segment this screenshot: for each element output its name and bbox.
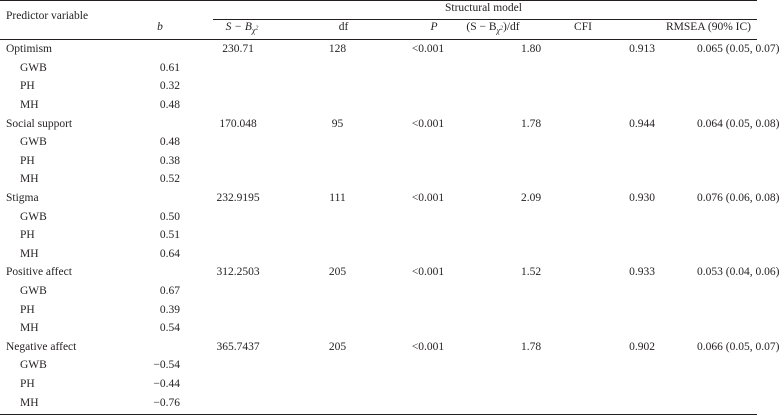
empty-cell xyxy=(294,300,381,319)
outcome-row xyxy=(0,282,757,301)
ratio-value: 1.52 xyxy=(520,266,542,279)
df-value: 205 xyxy=(328,266,347,279)
empty-cell xyxy=(182,375,294,394)
empty-cell xyxy=(587,282,697,301)
empty-cell xyxy=(587,245,697,264)
empty-cell xyxy=(475,96,587,115)
empty-cell xyxy=(182,282,294,301)
empty-cell xyxy=(475,300,587,319)
sb-value: 312.2503 xyxy=(216,266,260,279)
empty-cell xyxy=(587,77,697,96)
outcome-label: GWB xyxy=(20,136,47,149)
rmsea-value: 0.066 (0.05, 0.07) xyxy=(697,340,779,353)
empty-cell xyxy=(475,170,587,189)
empty-cell xyxy=(294,207,381,226)
empty-cell xyxy=(381,96,475,115)
empty-cell xyxy=(381,77,475,96)
empty-cell xyxy=(182,356,294,375)
ratio-value: 1.80 xyxy=(520,43,542,56)
empty-cell xyxy=(697,375,757,394)
group-row xyxy=(0,40,757,59)
predictor-label: Negative affect xyxy=(6,340,77,353)
outcome-label: PH xyxy=(20,154,35,167)
b-value: 0.61 xyxy=(159,61,180,74)
empty-cell xyxy=(381,300,475,319)
cfi-value: 0.902 xyxy=(629,340,655,353)
col-header-cfi: CFI xyxy=(574,21,592,33)
empty-cell xyxy=(475,133,587,152)
b-value: 0.48 xyxy=(159,99,180,112)
b-value: 0.51 xyxy=(159,229,180,242)
sb-value: 230.71 xyxy=(222,43,254,56)
empty-cell xyxy=(587,226,697,245)
df-value: 111 xyxy=(329,192,346,205)
empty-cell xyxy=(697,245,757,264)
p-value: <0.001 xyxy=(411,192,445,205)
structural-model-header: Structural model xyxy=(445,2,522,14)
empty-cell xyxy=(381,152,475,171)
ratio-value: 1.78 xyxy=(520,340,542,353)
outcome-label: MH xyxy=(20,322,39,335)
empty-cell xyxy=(587,133,697,152)
empty-cell xyxy=(697,319,757,338)
empty-cell xyxy=(587,59,697,78)
empty-cell xyxy=(294,375,381,394)
b-value: −0.76 xyxy=(153,396,180,409)
b-value: 0.50 xyxy=(159,210,180,223)
empty-cell xyxy=(182,245,294,264)
b-value: 0.32 xyxy=(159,80,180,93)
outcome-row xyxy=(0,356,757,375)
outcome-label: PH xyxy=(20,377,35,390)
b-cell xyxy=(132,114,182,133)
outcome-label: GWB xyxy=(20,61,47,74)
outcome-row xyxy=(0,59,757,78)
predictor-label: Social support xyxy=(6,117,73,130)
empty-cell xyxy=(587,393,697,412)
cfi-value: 0.913 xyxy=(629,43,655,56)
outcome-label: MH xyxy=(20,173,39,186)
empty-cell xyxy=(182,319,294,338)
top-rule xyxy=(0,0,757,1)
empty-cell xyxy=(697,133,757,152)
empty-cell xyxy=(294,59,381,78)
empty-cell xyxy=(381,170,475,189)
p-value: <0.001 xyxy=(411,43,445,56)
sb-value: 232.9195 xyxy=(216,192,260,205)
outcome-label: PH xyxy=(20,229,35,242)
empty-cell xyxy=(697,282,757,301)
b-value: −0.44 xyxy=(153,377,180,390)
group-row xyxy=(0,189,757,208)
outcome-row xyxy=(0,375,757,394)
empty-cell xyxy=(294,133,381,152)
outcome-row xyxy=(0,226,757,245)
empty-cell xyxy=(475,226,587,245)
outcome-row xyxy=(0,133,757,152)
rmsea-value: 0.053 (0.04, 0.06) xyxy=(697,266,779,279)
predictor-variable-header: Predictor variable xyxy=(6,10,89,22)
empty-cell xyxy=(475,375,587,394)
predictor-label: Stigma xyxy=(6,192,39,205)
empty-cell xyxy=(294,393,381,412)
df-value: 205 xyxy=(328,340,347,353)
outcome-row xyxy=(0,319,757,338)
empty-cell xyxy=(475,393,587,412)
results-table-body xyxy=(0,40,779,412)
p-value: <0.001 xyxy=(411,266,445,279)
sb-value: 170.048 xyxy=(219,117,257,130)
b-cell xyxy=(132,189,182,208)
b-value: 0.38 xyxy=(159,154,180,167)
empty-cell xyxy=(182,59,294,78)
outcome-row xyxy=(0,245,757,264)
outcome-label: MH xyxy=(20,247,39,260)
structural-model-rule xyxy=(213,19,757,20)
empty-cell xyxy=(182,300,294,319)
empty-cell xyxy=(697,356,757,375)
empty-cell xyxy=(697,207,757,226)
empty-cell xyxy=(475,245,587,264)
outcome-row xyxy=(0,393,757,412)
cfi-value: 0.944 xyxy=(629,117,655,130)
group-row xyxy=(0,263,757,282)
rmsea-value: 0.076 (0.06, 0.08) xyxy=(697,192,779,205)
b-cell xyxy=(132,338,182,357)
empty-cell xyxy=(381,282,475,301)
empty-cell xyxy=(697,226,757,245)
empty-cell xyxy=(697,170,757,189)
predictor-label: Positive affect xyxy=(6,266,72,279)
outcome-row xyxy=(0,170,757,189)
b-value: 0.52 xyxy=(159,173,180,186)
empty-cell xyxy=(294,96,381,115)
empty-cell xyxy=(294,245,381,264)
b-value: 0.48 xyxy=(159,136,180,149)
empty-cell xyxy=(294,282,381,301)
group-row xyxy=(0,114,757,133)
empty-cell xyxy=(587,356,697,375)
rmsea-value: 0.065 (0.05, 0.07) xyxy=(697,43,779,56)
empty-cell xyxy=(587,170,697,189)
empty-cell xyxy=(294,319,381,338)
empty-cell xyxy=(587,375,697,394)
b-value: 0.67 xyxy=(159,285,180,298)
outcome-label: GWB xyxy=(20,285,47,298)
ratio-value: 2.09 xyxy=(520,192,542,205)
cfi-value: 0.930 xyxy=(629,192,655,205)
outcome-row xyxy=(0,96,757,115)
empty-cell xyxy=(381,393,475,412)
outcome-label: GWB xyxy=(20,359,47,372)
empty-cell xyxy=(294,152,381,171)
cfi-value: 0.933 xyxy=(629,266,655,279)
outcome-label: PH xyxy=(20,303,35,316)
empty-cell xyxy=(182,77,294,96)
empty-cell xyxy=(182,170,294,189)
outcome-row xyxy=(0,300,757,319)
empty-cell xyxy=(697,96,757,115)
empty-cell xyxy=(697,393,757,412)
empty-cell xyxy=(182,393,294,412)
outcome-row xyxy=(0,77,757,96)
empty-cell xyxy=(475,207,587,226)
b-cell xyxy=(132,40,182,59)
outcome-row xyxy=(0,152,757,171)
empty-cell xyxy=(182,152,294,171)
outcome-label: GWB xyxy=(20,210,47,223)
empty-cell xyxy=(587,152,697,171)
b-value: 0.39 xyxy=(159,303,180,316)
empty-cell xyxy=(475,282,587,301)
empty-cell xyxy=(381,207,475,226)
empty-cell xyxy=(294,356,381,375)
empty-cell xyxy=(475,319,587,338)
col-header-rmsea: RMSEA (90% IC) xyxy=(666,21,751,33)
df-value: 128 xyxy=(328,43,347,56)
empty-cell xyxy=(587,96,697,115)
b-value: −0.54 xyxy=(153,359,180,372)
col-header-ratio: $(S - B_{\chi^2})/df$ xyxy=(466,21,520,35)
empty-cell xyxy=(697,77,757,96)
empty-cell xyxy=(381,133,475,152)
col-header-b: b xyxy=(157,21,163,33)
b-value: 0.54 xyxy=(159,322,180,335)
empty-cell xyxy=(475,152,587,171)
empty-cell xyxy=(294,170,381,189)
empty-cell xyxy=(294,77,381,96)
empty-cell xyxy=(182,207,294,226)
empty-cell xyxy=(381,319,475,338)
empty-cell xyxy=(182,226,294,245)
col-header-p: P xyxy=(430,21,438,33)
group-row xyxy=(0,338,757,357)
empty-cell xyxy=(587,300,697,319)
empty-cell xyxy=(475,77,587,96)
b-cell xyxy=(132,263,182,282)
col-header-df: df xyxy=(338,21,349,33)
empty-cell xyxy=(182,96,294,115)
p-value: <0.001 xyxy=(411,340,445,353)
b-value: 0.64 xyxy=(159,247,180,260)
empty-cell xyxy=(697,300,757,319)
empty-cell xyxy=(182,133,294,152)
outcome-row xyxy=(0,207,757,226)
empty-cell xyxy=(697,152,757,171)
rmsea-value: 0.064 (0.05, 0.08) xyxy=(697,117,779,130)
empty-cell xyxy=(294,226,381,245)
empty-cell xyxy=(381,356,475,375)
sb-value: 365.7437 xyxy=(216,340,260,353)
empty-cell xyxy=(381,375,475,394)
outcome-label: MH xyxy=(20,396,39,409)
empty-cell xyxy=(381,59,475,78)
df-value: 95 xyxy=(331,117,344,130)
empty-cell xyxy=(475,356,587,375)
empty-cell xyxy=(381,245,475,264)
outcome-label: PH xyxy=(20,80,35,93)
empty-cell xyxy=(697,59,757,78)
p-value: <0.001 xyxy=(411,117,445,130)
empty-cell xyxy=(587,319,697,338)
empty-cell xyxy=(381,226,475,245)
col-header-sb: $S - B_{\chi^2}$ xyxy=(225,21,259,35)
empty-cell xyxy=(587,207,697,226)
outcome-label: MH xyxy=(20,99,39,112)
empty-cell xyxy=(475,59,587,78)
predictor-label: Optimism xyxy=(6,43,53,56)
ratio-value: 1.78 xyxy=(520,117,542,130)
